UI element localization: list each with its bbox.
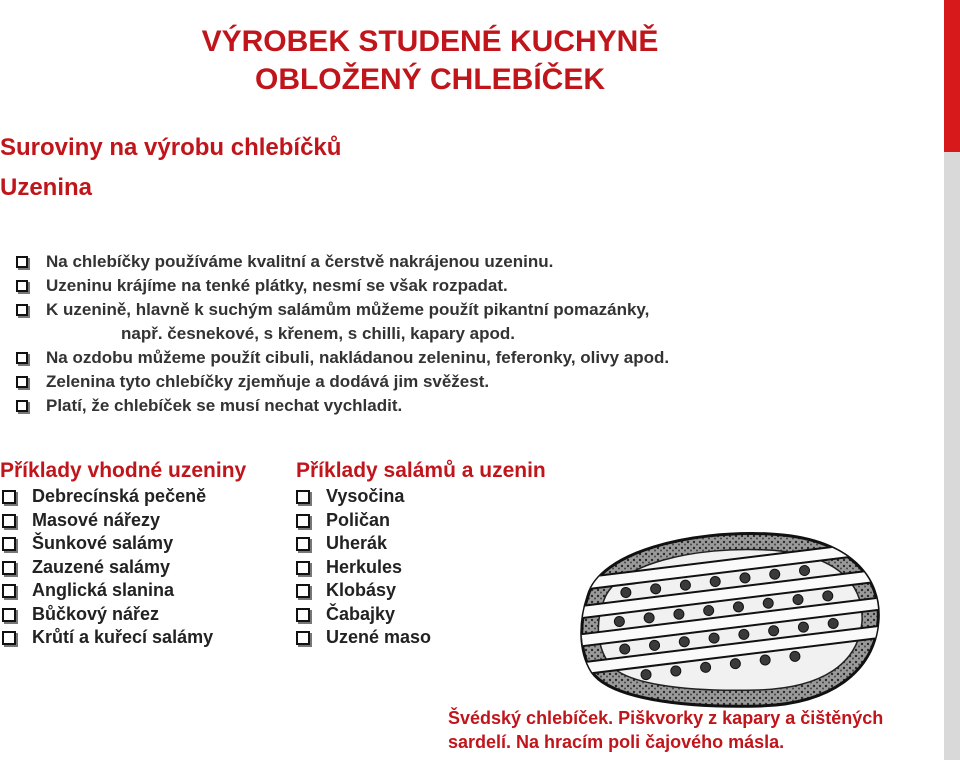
- checkbox-bullet-icon: [16, 352, 28, 364]
- checkbox-bullet-icon: [16, 256, 28, 268]
- list-item: K uzenině, hlavně k suchým salámům můžeme použít pikantní pomazánky,: [16, 298, 896, 322]
- list-item: Uzeninu krájíme na tenké plátky, nesmí se však rozpadat.: [16, 274, 896, 298]
- list-item: Uzené maso: [296, 626, 556, 650]
- checkbox-bullet-icon: [16, 376, 28, 388]
- list-item: Herkules: [296, 556, 556, 580]
- list-item: Uherák: [296, 532, 556, 556]
- checkbox-bullet-icon: [2, 514, 16, 528]
- checkbox-bullet-icon: [296, 608, 310, 622]
- checkbox-bullet-icon: [296, 514, 310, 528]
- list-item: Zelenina tyto chlebíčky zjemňuje a dodává jim svěžest.: [16, 370, 896, 394]
- checkbox-bullet-icon: [296, 584, 310, 598]
- list-item: Poličan: [296, 509, 556, 533]
- list-item: Zauzené salámy: [2, 556, 282, 580]
- page-title-line1: VÝROBEK STUDENÉ KUCHYNĚ: [201, 25, 659, 58]
- left-column-heading: Příklady vhodné uzeniny: [0, 459, 247, 482]
- checkbox-bullet-icon: [296, 537, 310, 551]
- list-item: Bůčkový nářez: [2, 603, 282, 627]
- checkbox-bullet-icon: [296, 561, 310, 575]
- right-column-list: [296, 485, 556, 650]
- list-item: Platí, že chlebíček se musí nechat vychladit.: [16, 394, 896, 418]
- list-item: Čabajky: [296, 603, 556, 627]
- right-edge-accent: [944, 0, 960, 152]
- list-item: Na chlebíčky používáme kvalitní a čerstvě nakrájenou uzeninu.: [16, 250, 896, 274]
- page-title-line2: OBLOŽENÝ CHLEBÍČEK: [254, 63, 605, 96]
- image-caption: Švédský chlebíček. Piškvorky z kapary a čištěných sardelí. Na hracím poli čajového másla.: [448, 708, 884, 752]
- list-item: Masové nářezy: [2, 509, 282, 533]
- checkbox-bullet-icon: [16, 304, 28, 316]
- list-item: Debrecínská pečeně: [2, 485, 282, 509]
- checkbox-bullet-icon: [296, 631, 310, 645]
- list-item-continuation: např. česnekové, s křenem, s chilli, kapary apod.: [121, 324, 516, 343]
- checkbox-bullet-icon: [2, 537, 16, 551]
- left-column-list: [2, 485, 282, 650]
- section-subheading: Uzenina: [0, 174, 93, 201]
- list-item: Anglická slanina: [2, 579, 282, 603]
- checkbox-bullet-icon: [16, 280, 28, 292]
- list-item: Krůtí a kuřecí salámy: [2, 626, 282, 650]
- checkbox-bullet-icon: [296, 490, 310, 504]
- list-item: Klobásy: [296, 579, 556, 603]
- checkbox-bullet-icon: [2, 584, 16, 598]
- list-item: Šunkové salámy: [2, 532, 282, 556]
- right-column-heading: Příklady salámů a uzenin: [296, 459, 546, 482]
- list-item: Vysočina: [296, 485, 556, 509]
- checkbox-bullet-icon: [16, 400, 28, 412]
- section-heading: Suroviny na výrobu chlebíčků: [0, 134, 342, 161]
- checkbox-bullet-icon: [2, 608, 16, 622]
- list-item: Na ozdobu můžeme použít cibuli, nakládanou zeleninu, feferonky, olivy apod.: [16, 346, 896, 370]
- main-bullet-list: [16, 250, 896, 418]
- checkbox-bullet-icon: [2, 561, 16, 575]
- checkbox-bullet-icon: [2, 490, 16, 504]
- checkbox-bullet-icon: [2, 631, 16, 645]
- sandwich-illustration: [560, 522, 890, 714]
